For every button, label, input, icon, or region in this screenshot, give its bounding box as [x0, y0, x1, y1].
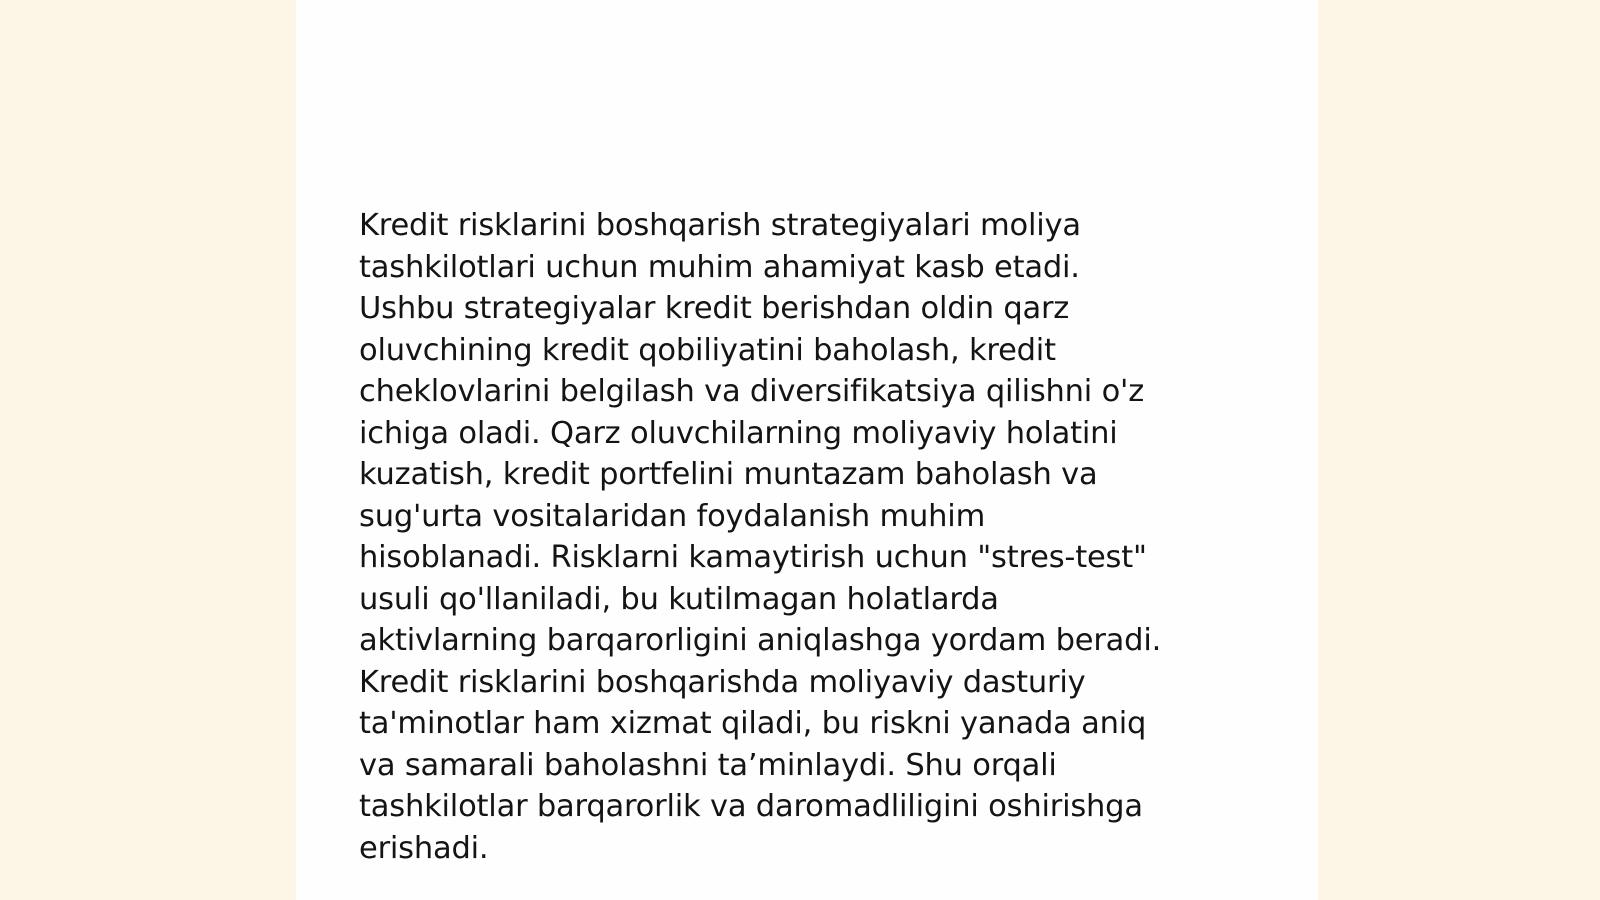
paragraph-line: tashkilotlar barqarorlik va daromadliligini oshirishga — [359, 789, 1143, 824]
paragraph-line: va samarali baholashni ta’minlaydi. Shu orqali — [359, 747, 1057, 783]
right-margin-background — [1318, 0, 1600, 900]
paragraph-line: hisoblanadi. Risklarni kamaytirish uchun "stres-test" — [359, 540, 1147, 575]
paragraph-line: tashkilotlari uchun muhim ahamiyat kasb etadi. — [359, 249, 1080, 285]
paragraph-line: erishadi. — [359, 830, 489, 866]
paragraph-line: kuzatish, kredit portfelini muntazam baholash va — [359, 457, 1098, 492]
document-page — [296, 0, 1318, 900]
paragraph-line: aktivlarning barqarorligini aniqlashga yordam beradi. — [359, 623, 1162, 658]
paragraph-line: sug'urta vositalaridan foydalanish muhim — [359, 498, 986, 534]
paragraph-line: oluvchining kredit qobiliyatini baholash, kredit — [359, 332, 1056, 368]
paragraph-line: Ushbu strategiyalar kredit berishdan oldin qarz — [359, 291, 1070, 326]
document-paragraph — [359, 205, 1259, 869]
paragraph-line: cheklovlarini belgilash va diversifikatsiya qilishni o'z — [359, 374, 1145, 409]
paragraph-line: Kredit risklarini boshqarishda moliyaviy dasturiy — [359, 664, 1086, 700]
paragraph-line: usuli qo'llaniladi, bu kutilmagan holatlarda — [359, 581, 999, 617]
paragraph-line: ichiga oladi. Qarz oluvchilarning moliyaviy holatini — [359, 415, 1118, 451]
paragraph-line: Kredit risklarini boshqarish strategiyalari moliya — [359, 208, 1081, 243]
left-margin-background — [0, 0, 296, 900]
paragraph-line: ta'minotlar ham xizmat qiladi, bu riskni yanada aniq — [359, 706, 1147, 741]
